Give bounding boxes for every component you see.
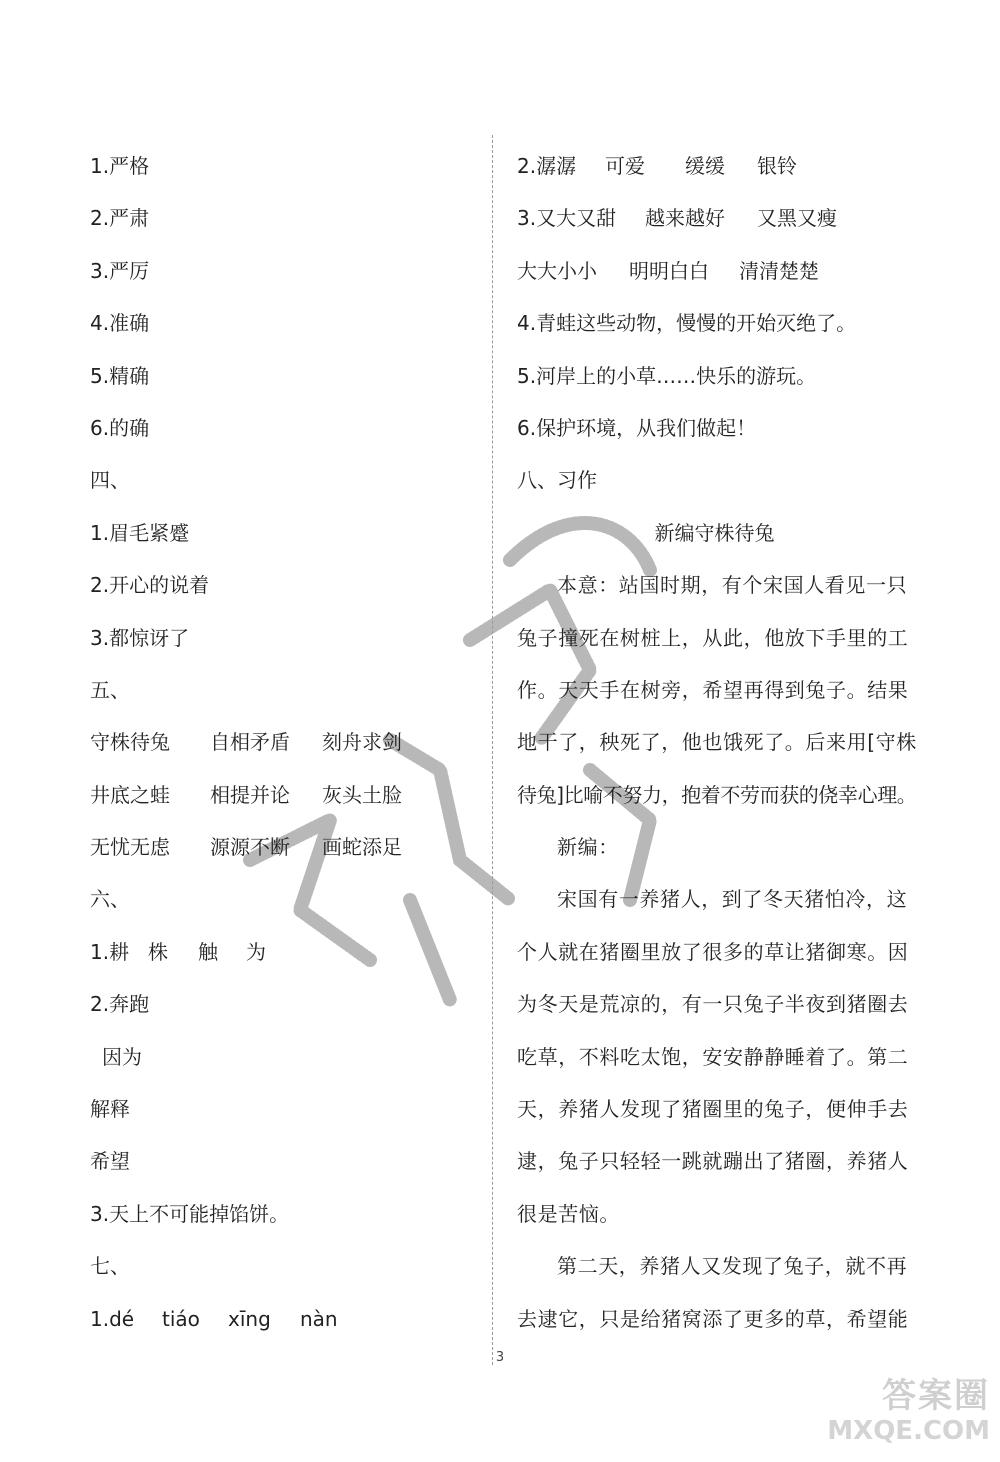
word: 缓缓 <box>685 154 725 178</box>
s3-item-6: 6.的确 <box>90 415 150 440</box>
word: 银铃 <box>757 154 797 178</box>
pinyin: xīng <box>228 1306 271 1331</box>
idiom-row-1 <box>90 716 480 768</box>
section-heading-7: 七、 <box>90 1254 130 1279</box>
s4-item-1: 1.眉毛紧蹙 <box>90 520 190 545</box>
character: 触 <box>198 939 218 964</box>
s3-item-3: 3.严厉 <box>90 258 150 283</box>
page-number: 3 <box>495 1350 505 1365</box>
word: 可爱 <box>605 154 645 178</box>
essay-line: 去逮它，只是给猪窝添了更多的草，希望能 <box>517 1306 909 1331</box>
idiom: 自相矛盾 <box>210 730 290 755</box>
essay-line: 待兔]比喻不努力，抱着不劳而获的侥幸心理。 <box>517 782 917 807</box>
essay-line: 地干了，秧死了，他也饿死了。后来用[守株 <box>517 730 917 755</box>
essay-line: 兔子撞死在树桩上，从此，他放下手里的工 <box>517 625 909 650</box>
idiom: 守株待兔 <box>90 730 170 755</box>
pinyin: nàn <box>300 1306 338 1331</box>
s7-item-6: 6.保护环境，从我们做起！ <box>517 415 757 440</box>
essay-line: 很是苦恼。 <box>517 1201 620 1226</box>
s6-item-1 <box>90 926 480 978</box>
idiom: 刻舟求剑 <box>322 730 402 755</box>
word: 又黑又瘦 <box>757 206 837 231</box>
s3-item-4: 4.准确 <box>90 311 150 336</box>
logo-domain: MXQE.COM <box>827 1416 990 1446</box>
s7-item-1 <box>90 1293 480 1345</box>
word: 清清楚楚 <box>739 258 819 283</box>
essay-line: 宋国有一养猪人，到了冬天猪怕冷，这 <box>557 887 908 912</box>
idiom: 相提并论 <box>210 782 290 807</box>
word: 2.潺潺 <box>517 154 577 178</box>
character: 1.耕 <box>90 939 130 964</box>
s6-word-3: 希望 <box>90 1149 130 1174</box>
pinyin: tiáo <box>162 1306 200 1331</box>
s7-item-5: 5.河岸上的小草……快乐的游玩。 <box>517 363 817 388</box>
essay-line: 第二天，养猪人又发现了兔子，就不再 <box>557 1254 908 1279</box>
character: 为 <box>246 939 266 964</box>
s7-item-3-row-2 <box>517 245 912 297</box>
s7-item-4: 4.青蛙这些动物，慢慢的开始灭绝了。 <box>517 311 857 336</box>
s6-word-1: 因为 <box>102 1044 142 1069</box>
idiom: 源源不断 <box>210 835 290 860</box>
section-heading-4: 四、 <box>90 468 130 493</box>
idiom: 无忧无虑 <box>90 835 170 860</box>
s4-item-3: 3.都惊讶了 <box>90 625 190 650</box>
essay-title: 新编守株待兔 <box>654 520 775 545</box>
left-column <box>90 140 480 1345</box>
idiom-row-2 <box>90 769 480 821</box>
essay-line: 个人就在猪圈里放了很多的草让猪御寒。因 <box>517 939 909 964</box>
section-heading-6: 六、 <box>90 887 130 912</box>
logo-text: 答案圈 <box>882 1376 990 1416</box>
idiom: 灰头土脸 <box>322 782 402 807</box>
s3-item-2: 2.严肃 <box>90 206 150 231</box>
new-version-label: 新编： <box>557 835 619 860</box>
s4-item-2: 2.开心的说着 <box>90 573 210 598</box>
word: 明明白白 <box>629 258 709 283</box>
idiom-row-3 <box>90 821 480 873</box>
site-logo <box>790 1376 990 1454</box>
right-column <box>517 140 917 1345</box>
s3-item-1: 1.严格 <box>90 154 150 178</box>
essay-line: 作。天天手在树旁，希望再得到兔子。结果 <box>517 677 909 702</box>
idiom: 画蛇添足 <box>322 835 402 860</box>
s3-item-5: 5.精确 <box>90 363 150 388</box>
word: 大大小小 <box>517 258 597 283</box>
word: 越来越好 <box>645 206 725 231</box>
character: 株 <box>148 939 168 964</box>
s7-item-3-row-1 <box>517 192 912 244</box>
s7-item-2 <box>517 140 912 192</box>
essay-line: 逮，兔子只轻轻一跳就蹦出了猪圈，养猪人 <box>517 1149 909 1174</box>
pinyin: 1.dé <box>90 1306 135 1331</box>
essay-line: 为冬天是荒凉的，有一只兔子半夜到猪圈去 <box>517 992 909 1017</box>
s6-word-2: 解释 <box>90 1097 130 1122</box>
s6-item-3: 3.天上不可能掉馅饼。 <box>90 1201 290 1226</box>
section-heading-5: 五、 <box>90 677 130 702</box>
idiom: 井底之蛙 <box>90 782 170 807</box>
section-heading-8: 八、习作 <box>517 468 597 493</box>
essay-line: 吃草，不料吃太饱，安安静静睡着了。第二 <box>517 1044 909 1069</box>
word: 3.又大又甜 <box>517 206 617 231</box>
essay-line: 天，养猪人发现了猪圈里的兔子，便伸手去 <box>517 1097 909 1122</box>
essay-line: 本意：站国时期，有个宋国人看见一只 <box>557 573 908 598</box>
s6-item-2: 2.奔跑 <box>90 992 150 1017</box>
column-divider <box>492 135 493 1365</box>
